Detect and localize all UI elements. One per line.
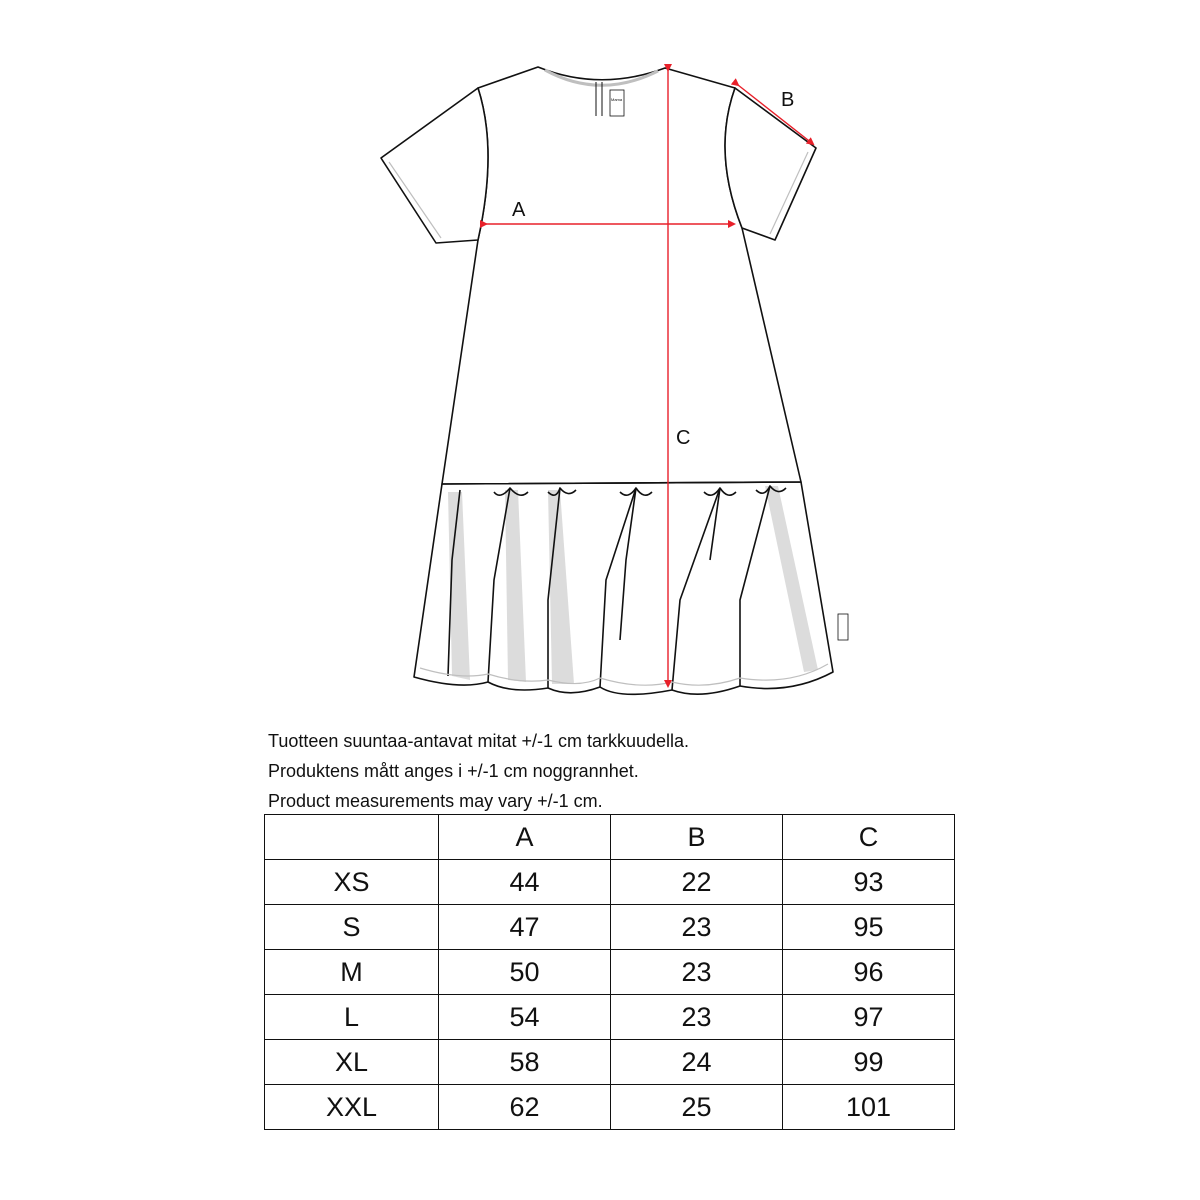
- table-row: [265, 995, 955, 1040]
- value-cell: 54: [439, 995, 611, 1040]
- size-cell: XL: [265, 1040, 439, 1085]
- side-tag: [838, 614, 848, 640]
- table-row: [265, 860, 955, 905]
- value-cell: 25: [611, 1085, 783, 1130]
- value-cell: 58: [439, 1040, 611, 1085]
- value-cell: 23: [611, 950, 783, 995]
- value-cell: 22: [611, 860, 783, 905]
- value-cell: 62: [439, 1085, 611, 1130]
- header-cell: B: [611, 815, 783, 860]
- table-row: [265, 1040, 955, 1085]
- table-header-row: [265, 815, 955, 860]
- label-a: A: [512, 199, 526, 221]
- neck-tag: [610, 90, 624, 116]
- header-cell: [265, 815, 439, 860]
- size-cell: M: [265, 950, 439, 995]
- header-cell: A: [439, 815, 611, 860]
- value-cell: 97: [783, 995, 955, 1040]
- value-cell: 44: [439, 860, 611, 905]
- note-english: Product measurements may vary +/-1 cm.: [268, 791, 603, 811]
- value-cell: 23: [611, 995, 783, 1040]
- measurement-notes: [268, 726, 689, 816]
- note-finnish: Tuotteen suuntaa-antavat mitat +/-1 cm tarkkuudella.: [268, 731, 690, 751]
- tag-text: Mama: [611, 97, 623, 102]
- size-cell: XS: [265, 860, 439, 905]
- size-table: [264, 814, 955, 1130]
- label-c: C: [676, 427, 691, 449]
- value-cell: 99: [783, 1040, 955, 1085]
- dress-outline: [381, 67, 833, 694]
- label-b: B: [781, 89, 795, 111]
- value-cell: 95: [783, 905, 955, 950]
- table-row: [265, 905, 955, 950]
- note-swedish: Produktens mått anges i +/-1 cm noggrannhet.: [268, 761, 639, 781]
- value-cell: 101: [783, 1085, 955, 1130]
- value-cell: 50: [439, 950, 611, 995]
- table-row: [265, 950, 955, 995]
- value-cell: 24: [611, 1040, 783, 1085]
- size-cell: L: [265, 995, 439, 1040]
- size-cell: XXL: [265, 1085, 439, 1130]
- header-cell: C: [783, 815, 955, 860]
- value-cell: 96: [783, 950, 955, 995]
- size-cell: S: [265, 905, 439, 950]
- value-cell: 23: [611, 905, 783, 950]
- value-cell: 93: [783, 860, 955, 905]
- value-cell: 47: [439, 905, 611, 950]
- table-row: [265, 1085, 955, 1130]
